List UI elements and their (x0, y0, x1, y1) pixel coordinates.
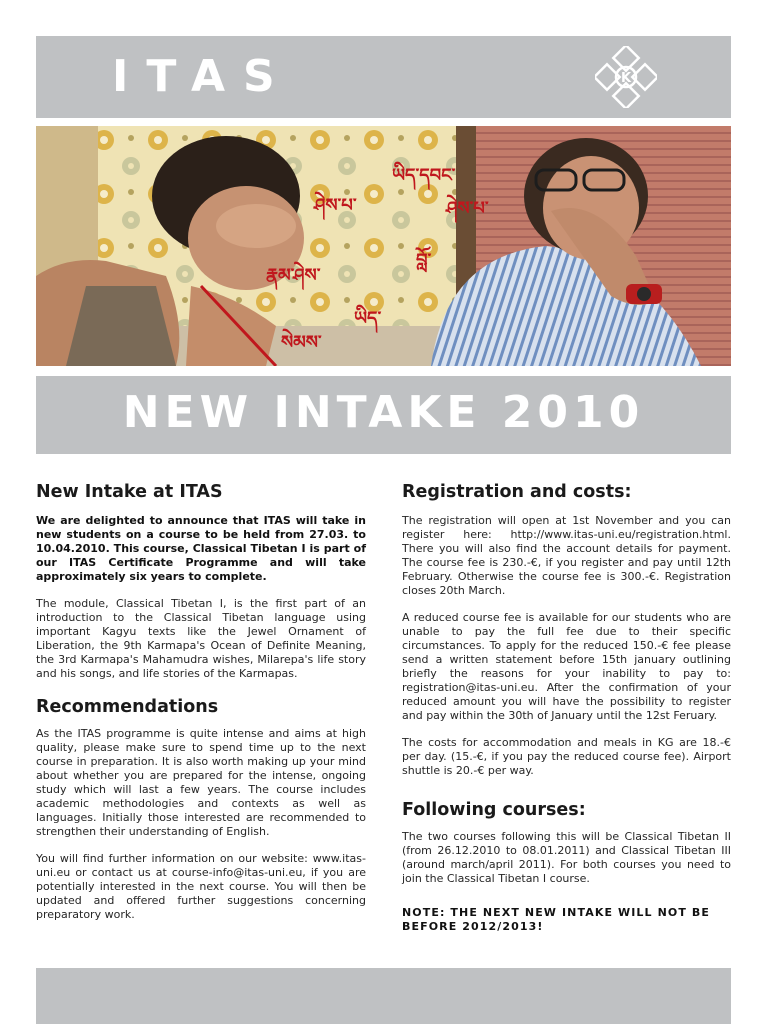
tibetan-word: སེམས་ (281, 332, 322, 353)
accommodation-paragraph: The costs for accommodation and meals in KG are 18.-€ per day. (15.-€, if you pay the reduced course fee). Airport shuttle is 20.-€ per way. (402, 736, 731, 777)
registration-paragraph: The registration will open at 1st November and you can register here: http://www.itas-uni.eu/registration.html. There you will also find the account details for payment. The course fee is 230.-€, if you register and pay until 12th February. Otherwise the course fee is 300.-€. Registration closes 20th March. (402, 514, 731, 597)
tibetan-word: རྣམ་ཤེས་ (266, 265, 321, 286)
banner-title: NEW INTAKE 2010 (122, 387, 645, 438)
section-heading-following-courses: Following courses: (402, 800, 586, 820)
reduced-fee-paragraph: A reduced course fee is available for our students who are unable to pay the full fee due to their specific circumstances. To apply for the reduced 150.-€ fee please send a written statement before 15th january outlining briefly the reasons for your inability to pay to: registration@itas-uni.eu. After the confirmation of your reduced amount you will have the possibility to register and pay within the 30th of January until the 12st Feruary. (402, 611, 731, 722)
knot-k-logo-icon (595, 46, 657, 108)
left-column (36, 480, 366, 922)
section-heading-registration: Registration and costs: (402, 482, 632, 502)
tibetan-word: ཡིད་དབང་ (392, 165, 456, 186)
tibetan-word: ཤེས་པ་ (314, 195, 357, 216)
header-band (36, 36, 731, 118)
right-column (402, 480, 731, 934)
footer-band (36, 968, 731, 1024)
svg-text:K: K (620, 71, 632, 86)
tibetan-word: ཡིད་ (354, 308, 382, 329)
recommendations-paragraph: As the ITAS programme is quite intense and aims at high quality, please make sure to spend time up to the next course in preparation. It is also worth making up your mind about whether you are prepared for the intense, ongoing study which will last a few years. The course includes academic methodologies and contexts as well as languages. Initially those interested are recommended to strengthen their understanding of English. (36, 727, 366, 838)
tibetan-word: ཤེས་པ་ (446, 198, 489, 219)
intro-paragraph: We are delighted to announce that ITAS will take in new students on a course to be held from 27.03. to 10.04.2010. This course, Classical Tibetan I is part of our ITAS Certificate Programme and will take approximately six years to complete. (36, 514, 366, 583)
website-paragraph: You will find further information on our website: www.itas-uni.eu or contact us at course-info@itas-uni.eu, if you are potentially interested in the next course. You will then be updated and offered further suggestions concerning preparatory work. (36, 852, 366, 921)
header-photo (36, 126, 731, 366)
brand-title: ITAS (112, 51, 293, 102)
section-heading-new-intake: New Intake at ITAS (36, 482, 223, 502)
module-paragraph: The module, Classical Tibetan I, is the first part of an introduction to the Classical Tibetan language using important Kagyu texts like the Jewel Ornament of Liberation, the 9th Karmapa's Ocean of Definite Meaning, the 3rd Karmapa's Mahamudra wishes, Milarepa's life story and his songs, and life stories of the Karmapas. (36, 597, 366, 680)
intake-banner (36, 376, 731, 454)
tibetan-word: བློ་ (416, 250, 432, 271)
following-courses-paragraph: The two courses following this will be Classical Tibetan II (from 26.12.2010 to 08.01.2011) and Classical Tibetan III (around march/april 2011). For both courses you need to join the Classical Tibetan I course. (402, 830, 731, 885)
section-heading-recommendations: Recommendations (36, 697, 219, 717)
note-text: NOTE: THE NEXT NEW INTAKE WILL NOT BE BEFORE 2012/2013! (402, 906, 710, 933)
